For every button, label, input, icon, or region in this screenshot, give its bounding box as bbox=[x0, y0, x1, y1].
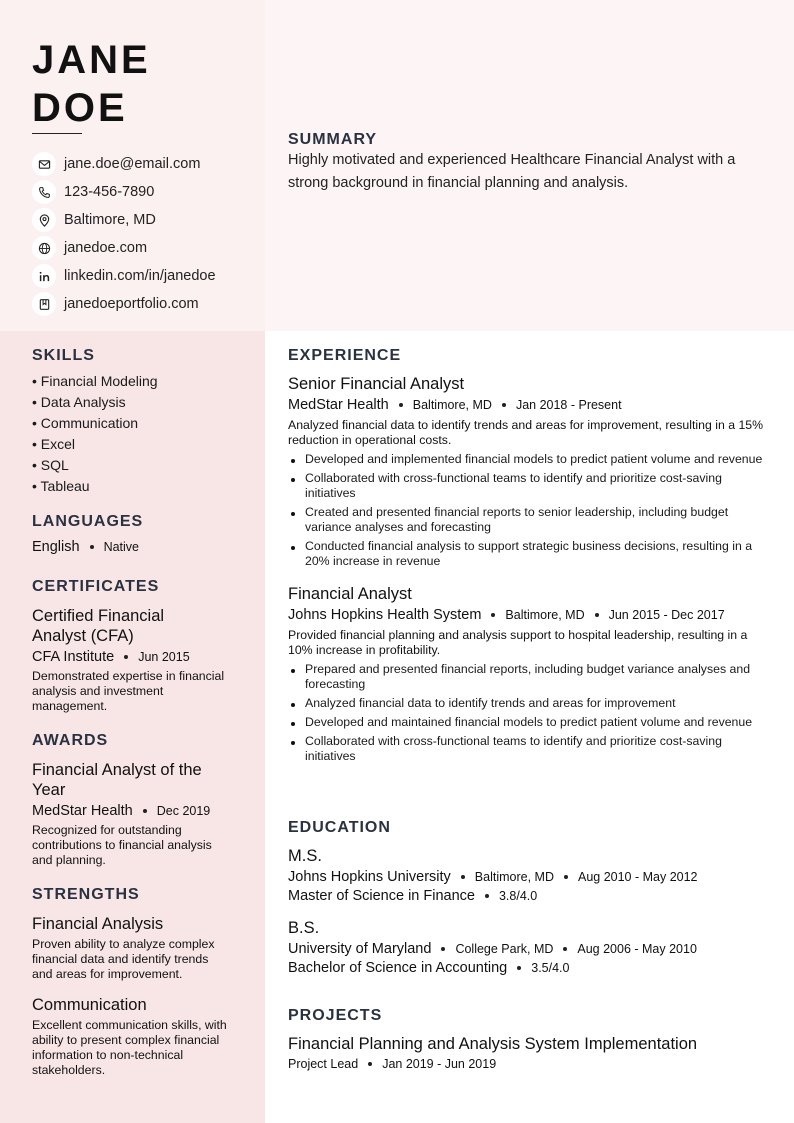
awards-title: AWARDS bbox=[32, 732, 109, 749]
award-meta bbox=[32, 803, 232, 819]
job-company: MedStar Health bbox=[288, 397, 389, 413]
degree-field-row bbox=[288, 960, 772, 976]
job-bullet: Developed and implemented financial models to predict patient volume and revenue bbox=[288, 452, 772, 467]
summary-section bbox=[288, 131, 772, 195]
certificate-issuer: CFA Institute bbox=[32, 649, 115, 665]
strengths-section bbox=[32, 886, 232, 1078]
project-meta bbox=[288, 1057, 772, 1071]
skill-item: • Communication bbox=[32, 415, 139, 431]
language-level: Native bbox=[103, 540, 139, 554]
skill-item: • Excel bbox=[32, 436, 76, 452]
certificates-section bbox=[32, 578, 232, 714]
contact-portfolio[interactable] bbox=[32, 290, 216, 318]
contact-website-text: janedoe.com bbox=[64, 240, 148, 256]
job-company: Johns Hopkins Health System bbox=[288, 607, 482, 623]
job-bullet: Collaborated with cross-functional teams to identify and prioritize cost-saving initiatives bbox=[288, 734, 772, 764]
job-location: Baltimore, MD bbox=[412, 398, 492, 412]
awards-section bbox=[32, 732, 232, 868]
degree-location: Baltimore, MD bbox=[474, 870, 554, 884]
contact-email-text: jane.doe@email.com bbox=[64, 156, 201, 172]
job-dates: Jun 2015 - Dec 2017 bbox=[608, 608, 725, 622]
contact-location-text: Baltimore, MD bbox=[64, 212, 156, 228]
certificate-date: Jun 2015 bbox=[138, 650, 190, 664]
experience-title: EXPERIENCE bbox=[288, 347, 402, 364]
education-section bbox=[288, 819, 772, 976]
job-summary: Provided financial planning and analysis support to hospital leadership, resulting in a 10% increase in profitability. bbox=[288, 628, 748, 657]
skill-item: • Financial Modeling bbox=[32, 373, 158, 389]
project-name: Financial Planning and Analysis System Implementation bbox=[288, 1035, 698, 1053]
name-divider bbox=[32, 133, 82, 134]
job-bullet: Collaborated with cross-functional teams to identify and prioritize cost-saving initiatives bbox=[288, 471, 772, 501]
award-name: Financial Analyst of the Year bbox=[32, 761, 202, 799]
first-name: JANE bbox=[32, 38, 151, 82]
project-dates: Jan 2019 - Jun 2019 bbox=[382, 1057, 497, 1071]
certificates-title: CERTIFICATES bbox=[32, 578, 160, 595]
certificate-name: Certified Financial Analyst (CFA) bbox=[32, 607, 165, 645]
degree-field-row bbox=[288, 888, 772, 904]
projects-section bbox=[288, 1007, 772, 1071]
degree-gpa: 3.8/4.0 bbox=[498, 889, 538, 903]
contact-phone-text: 123-456-7890 bbox=[64, 184, 155, 200]
location-icon bbox=[32, 208, 56, 232]
degree-field: Bachelor of Science in Accounting bbox=[288, 960, 508, 976]
contact-location bbox=[32, 206, 216, 234]
degree-location: College Park, MD bbox=[455, 942, 554, 956]
project-role: Project Lead bbox=[288, 1057, 359, 1071]
degree-meta bbox=[288, 941, 772, 957]
skills-title: SKILLS bbox=[32, 347, 95, 364]
summary-title: SUMMARY bbox=[288, 131, 378, 148]
phone-icon bbox=[32, 180, 56, 204]
degree-field: Master of Science in Finance bbox=[288, 888, 475, 904]
last-name: DOE bbox=[32, 86, 128, 130]
linkedin-icon bbox=[32, 264, 56, 288]
award-desc: Recognized for outstanding contributions to financial analysis and planning. bbox=[32, 823, 212, 867]
job-bullet: Created and presented financial reports to senior leadership, including budget variance analyses and forecasting bbox=[288, 505, 772, 535]
degree-title: B.S. bbox=[288, 919, 320, 937]
degree-meta bbox=[288, 869, 772, 885]
job-bullet: Prepared and presented financial reports, including budget variance analyses and forecasting bbox=[288, 662, 772, 692]
job-bullet: Analyzed financial data to identify trends and areas for improvement bbox=[288, 696, 772, 711]
summary-text: Highly motivated and experienced Healthcare Financial Analyst with a strong background in financial planning and analysis. bbox=[288, 152, 736, 191]
contact-list bbox=[32, 150, 216, 318]
certificate-desc: Demonstrated expertise in financial analysis and investment management. bbox=[32, 669, 225, 713]
contact-linkedin-text: linkedin.com/in/janedoe bbox=[64, 268, 216, 284]
job-meta bbox=[288, 397, 772, 413]
language-row bbox=[32, 539, 232, 555]
certificate-meta bbox=[32, 649, 232, 665]
mail-icon bbox=[32, 152, 56, 176]
job-role: Senior Financial Analyst bbox=[288, 375, 465, 393]
skill-item: • Data Analysis bbox=[32, 394, 126, 410]
job-bullet: Developed and maintained financial models to predict patient volume and revenue bbox=[288, 715, 772, 730]
contact-linkedin[interactable] bbox=[32, 262, 216, 290]
education-title: EDUCATION bbox=[288, 819, 391, 836]
skills-section bbox=[32, 347, 232, 497]
globe-icon bbox=[32, 236, 56, 260]
strength-name: Financial Analysis bbox=[32, 915, 164, 933]
degree-dates: Aug 2006 - May 2010 bbox=[577, 942, 697, 956]
languages-section bbox=[32, 513, 232, 555]
candidate-name bbox=[32, 36, 151, 132]
strength-name: Communication bbox=[32, 996, 147, 1014]
projects-title: PROJECTS bbox=[288, 1007, 383, 1024]
job-role: Financial Analyst bbox=[288, 585, 412, 603]
degree-school: Johns Hopkins University bbox=[288, 869, 451, 885]
skill-item: • SQL bbox=[32, 457, 69, 473]
experience-section bbox=[288, 347, 772, 764]
job-summary: Analyzed financial data to identify trends and areas for improvement, resulting in a 15% reduction in operational costs. bbox=[288, 418, 764, 447]
job-dates: Jan 2018 - Present bbox=[515, 398, 622, 412]
job-location: Baltimore, MD bbox=[505, 608, 585, 622]
job-meta bbox=[288, 607, 772, 623]
degree-dates: Aug 2010 - May 2012 bbox=[577, 870, 698, 884]
portfolio-icon bbox=[32, 292, 56, 316]
contact-website[interactable] bbox=[32, 234, 216, 262]
degree-gpa: 3.5/4.0 bbox=[531, 961, 570, 975]
degree-title: M.S. bbox=[288, 847, 322, 865]
strength-desc: Excellent communication skills, with ability to present complex financial information to non-technical stakeholders. bbox=[32, 1018, 227, 1077]
strengths-title: STRENGTHS bbox=[32, 886, 140, 903]
contact-email[interactable] bbox=[32, 150, 216, 178]
contact-phone[interactable] bbox=[32, 178, 216, 206]
language-name: English bbox=[32, 539, 80, 555]
contact-portfolio-text: janedoeportfolio.com bbox=[64, 296, 199, 312]
strength-desc: Proven ability to analyze complex financial data and identify trends and areas for improvement. bbox=[32, 937, 215, 981]
award-date: Dec 2019 bbox=[156, 804, 211, 818]
skill-item: • Tableau bbox=[32, 478, 90, 494]
award-issuer: MedStar Health bbox=[32, 803, 133, 819]
job-bullet: Conducted financial analysis to support strategic business decisions, resulting in a 20% increase in revenue bbox=[288, 539, 772, 569]
languages-title: LANGUAGES bbox=[32, 513, 144, 530]
degree-school: University of Maryland bbox=[288, 941, 432, 957]
